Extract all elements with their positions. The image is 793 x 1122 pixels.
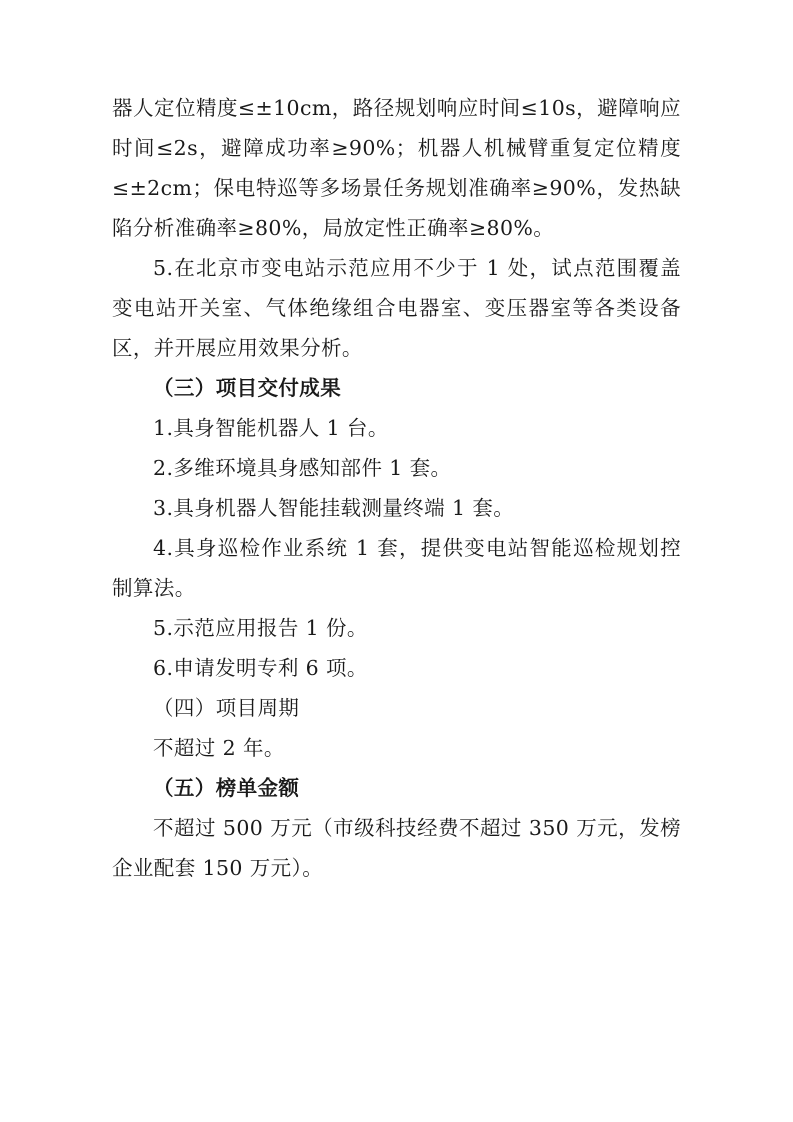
heading-section-three: （三）项目交付成果 (153, 376, 342, 400)
paragraph-deliverable-1: 1.具身智能机器人 1 台。 (153, 416, 389, 440)
paragraph-deliverable-2: 2.多维环境具身感知部件 1 套。 (153, 456, 452, 480)
paragraph-deliverable-3: 3.具身机器人智能挂载测量终端 1 套。 (153, 496, 515, 520)
paragraph-project-duration: 不超过 2 年。 (153, 736, 285, 760)
paragraph-deliverable-4: 4.具身巡检作业系统 1 套，提供变电站智能巡检规划控制算法。 (112, 536, 681, 600)
paragraph-funding-amount: 不超过 500 万元（市级科技经费不超过 350 万元，发榜企业配套 150 万元）。 (112, 816, 681, 880)
document-body (112, 88, 681, 888)
paragraph-continued-specs: 器人定位精度≤±10cm，路径规划响应时间≤10s，避障响应时间≤2s，避障成功率≥90%；机器人机械臂重复定位精度≤±2cm；保电特巡等多场景任务规划准确率≥90%，发热缺陷分析准确率≥80%，局放定性正确率≥80%。 (112, 96, 681, 240)
paragraph-item-5-demo: 5.在北京市变电站示范应用不少于 1 处，试点范围覆盖变电站开关室、气体绝缘组合电器室、变压器室等各类设备区，并开展应用效果分析。 (112, 256, 681, 360)
heading-section-four: （四）项目周期 (153, 696, 300, 720)
heading-section-five: （五）榜单金额 (153, 776, 300, 800)
paragraph-deliverable-5: 5.示范应用报告 1 份。 (153, 616, 368, 640)
paragraph-deliverable-6: 6.申请发明专利 6 项。 (153, 656, 368, 680)
